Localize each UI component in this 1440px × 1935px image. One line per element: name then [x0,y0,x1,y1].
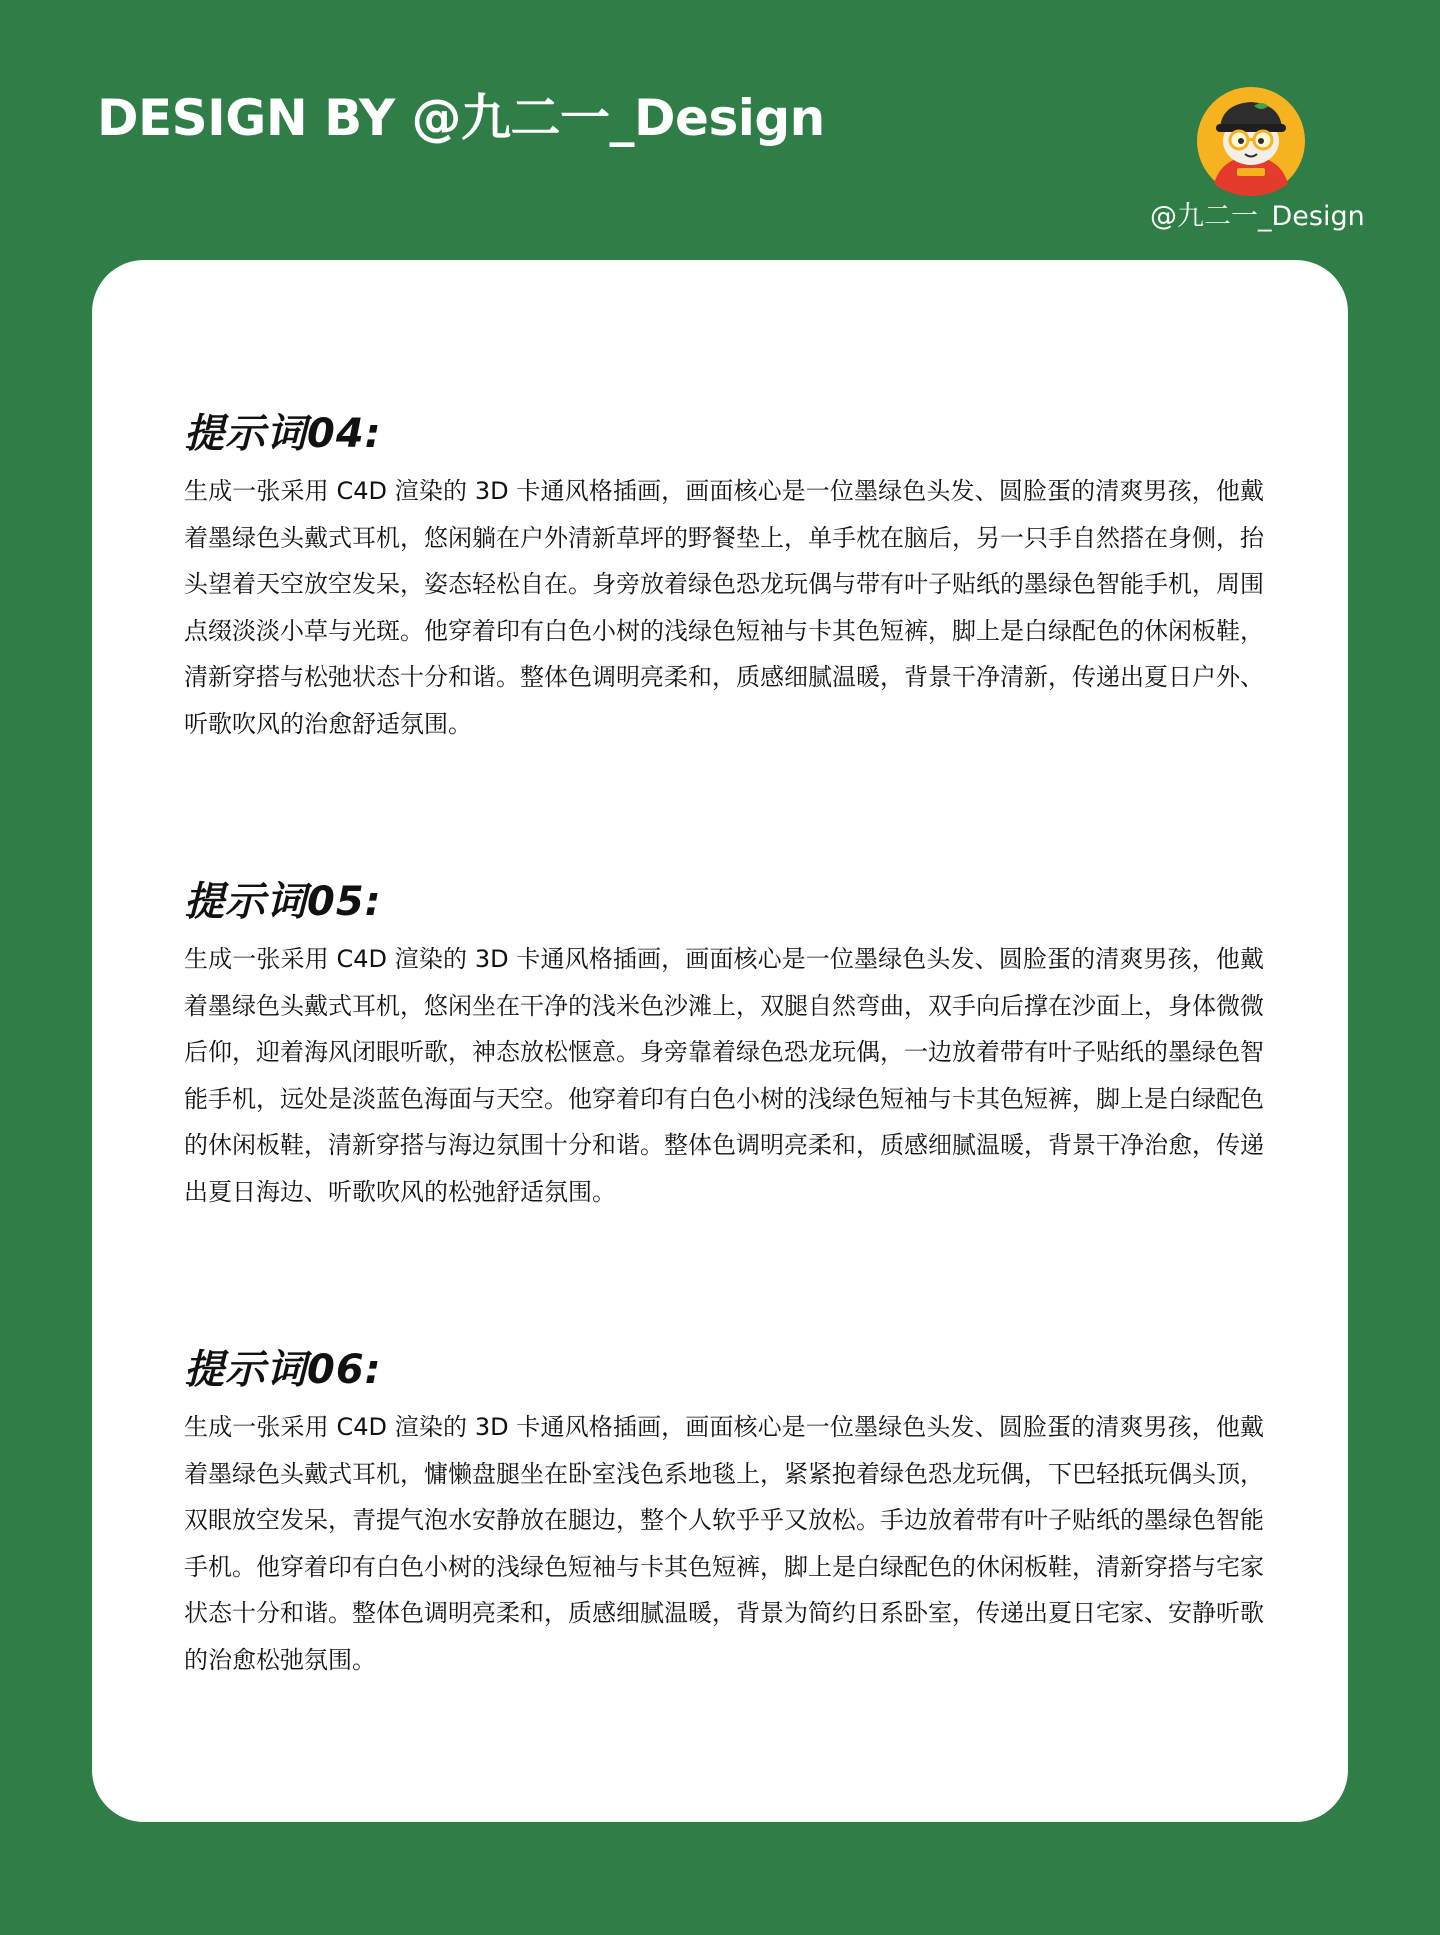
section-body: 生成一张采用 C4D 渲染的 3D 卡通风格插画，画面核心是一位墨绿色头发、圆脸蛋的清爽男孩，他戴着墨绿色头戴式耳机，慵懒盘腿坐在卧室浅色系地毯上，紧紧抱着绿色恐龙玩偶，下巴轻抵玩偶头顶，双眼放空发呆，青提气泡水安静放在腿边，整个人软乎乎又放松。手边放着带有叶子贴纸的墨绿色智能手机。他穿着印有白色小树的浅绿色短袖与卡其色短裤，脚上是白绿配色的休闲板鞋，清新穿搭与宅家状态十分和谐。整体色调明亮柔和，质感细腻温暖，背景为简约日系卧室，传递出夏日宅家、安静听歌的治愈松弛氛围。 [184,1413,1264,1674]
prompt-section-05 [184,872,1264,1215]
avatar-handle: @九二一_Design [1150,201,1365,232]
avatar [1196,86,1306,196]
prompt-section-04 [184,404,1264,747]
cartoon-avatar-icon [1196,86,1306,196]
section-title: 提示词04: [184,411,382,457]
section-body: 生成一张采用 C4D 渲染的 3D 卡通风格插画，画面核心是一位墨绿色头发、圆脸蛋的清爽男孩，他戴着墨绿色头戴式耳机，悠闲躺在户外清新草坪的野餐垫上，单手枕在脑后，另一只手自然搭在身侧，抬头望着天空放空发呆，姿态轻松自在。身旁放着绿色恐龙玩偶与带有叶子贴纸的墨绿色智能手机，周围点缀淡淡小草与光斑。他穿着印有白色小树的浅绿色短袖与卡其色短裤，脚上是白绿配色的休闲板鞋，清新穿搭与松弛状态十分和谐。整体色调明亮柔和，质感细腻温暖，背景干净清新，传递出夏日户外、听歌吹风的治愈舒适氛围。 [184,477,1264,738]
section-title: 提示词06: [184,1347,382,1393]
section-title: 提示词05: [184,879,382,925]
section-body: 生成一张采用 C4D 渲染的 3D 卡通风格插画，画面核心是一位墨绿色头发、圆脸蛋的清爽男孩，他戴着墨绿色头戴式耳机，悠闲坐在干净的浅米色沙滩上，双腿自然弯曲，双手向后撑在沙面上，身体微微后仰，迎着海风闭眼听歌，神态放松惬意。身旁靠着绿色恐龙玩偶，一边放着带有叶子贴纸的墨绿色智能手机，远处是淡蓝色海面与天空。他穿着印有白色小树的浅绿色短袖与卡其色短裤，脚上是白绿配色的休闲板鞋，清新穿搭与海边氛围十分和谐。整体色调明亮柔和，质感细腻温暖，背景干净治愈，传递出夏日海边、听歌吹风的松弛舒适氛围。 [184,945,1264,1206]
prompt-section-06 [184,1340,1264,1683]
content-card [92,260,1348,1822]
page-title: DESIGN BY @九二一_Design [97,89,825,147]
